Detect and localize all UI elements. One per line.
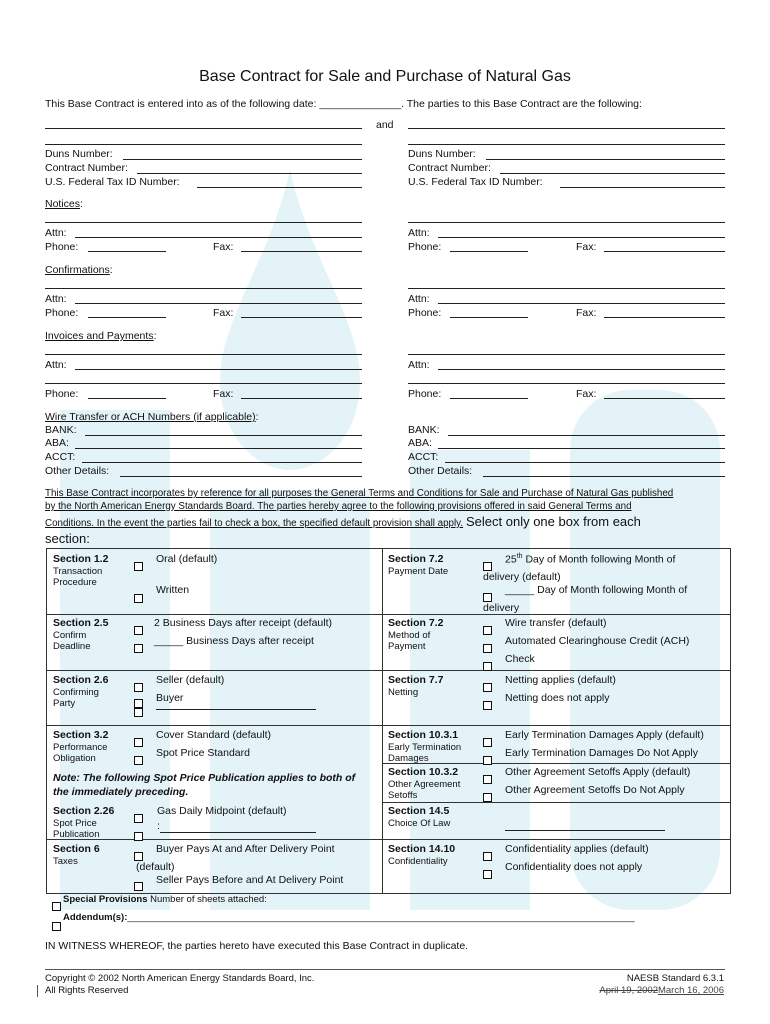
sec-6-sub: Taxes <box>53 856 78 867</box>
wire-left-other: Other Details: <box>45 465 110 477</box>
inv-right-attn: Attn: <box>408 359 430 371</box>
sec-3-2-opt1: Cover Standard (default) <box>156 729 271 741</box>
conf-left-phone-field[interactable] <box>88 317 166 318</box>
footer-copyright: Copyright © 2002 North American Energy Standards Board, Inc. <box>45 973 315 984</box>
sec-10-3-2-opt2: Other Agreement Setoffs Do Not Apply <box>505 784 685 796</box>
sec-7-2b-sub2: Payment <box>388 641 426 652</box>
inv-right-fax-field[interactable] <box>604 398 725 399</box>
inv-left-fax-field[interactable] <box>241 398 362 399</box>
sec-7-7-sub: Netting <box>388 687 419 698</box>
sec-3-2-sub: Performance <box>53 742 108 753</box>
sec-2-5-sub2: Deadline <box>53 641 91 652</box>
sec-2-26-opt1: Gas Daily Midpoint (default) <box>157 805 287 817</box>
wire-left-acct: ACCT: <box>45 451 76 463</box>
conf-left-attn-field[interactable] <box>75 303 362 304</box>
sec-14-10-sub: Confidentiality <box>388 856 448 867</box>
sec-1-2-oral-label: Oral (default) <box>156 553 218 565</box>
sec-1-2-oral-checkbox[interactable] <box>134 562 143 571</box>
sec-10-3-2-opt1: Other Agreement Setoffs Apply (default) <box>505 766 691 778</box>
inv-left-phone-field[interactable] <box>88 398 166 399</box>
sec-2-6-sub: Confirming <box>53 687 99 698</box>
wire-left-bank-field[interactable] <box>85 435 362 436</box>
sec-14-5-title: Section 14.5 <box>388 805 450 817</box>
sec-10-3-1-opt1: Early Termination Damages Apply (default) <box>505 729 704 741</box>
left-contract-field[interactable] <box>137 173 362 174</box>
sec-7-2b-title: Section 7.2 <box>388 617 444 629</box>
sec-10-3-2-not-checkbox[interactable] <box>483 793 492 802</box>
sec-2-6-buyer-checkbox[interactable] <box>134 699 143 708</box>
sec-2-6-title: Section 2.6 <box>53 674 109 686</box>
sec-6-opt1: Buyer Pays At and After Delivery Point <box>156 843 335 855</box>
left-duns-field[interactable] <box>123 159 362 160</box>
sec-6-opt1-cont: (default) <box>136 861 175 873</box>
conf-right-phone-field[interactable] <box>450 317 528 318</box>
sec-2-26-sub: Spot Price <box>53 818 97 829</box>
wire-left-bank: BANK: <box>45 424 77 436</box>
sec-1-2-written-checkbox[interactable] <box>134 594 143 603</box>
sec-2-5-default-checkbox[interactable] <box>134 626 143 635</box>
sec-14-10-applies-checkbox[interactable] <box>483 852 492 861</box>
inv-right-attn-field[interactable] <box>438 369 725 370</box>
sec-14-10-opt2: Confidentiality does not apply <box>505 861 643 873</box>
sec-10-3-1-sub2: Damages <box>388 753 429 764</box>
right-duns-field[interactable] <box>486 159 725 160</box>
right-tax-field[interactable] <box>560 187 725 188</box>
left-contract-label: Contract Number: <box>45 162 128 174</box>
sec-10-3-2-apply-checkbox[interactable] <box>483 775 492 784</box>
notices-left-fax-field[interactable] <box>241 251 362 252</box>
sec-7-2b-opt3: Check <box>505 653 535 665</box>
sec-10-3-2-sub: Other Agreement <box>388 779 461 790</box>
sec-7-2a-opt1: 25th Day of Month following Month of <box>505 553 676 566</box>
sec-14-5-field[interactable] <box>505 830 665 831</box>
sec-2-26-gasdaily-checkbox[interactable] <box>134 814 143 823</box>
sec-7-7-not-checkbox[interactable] <box>483 701 492 710</box>
sec-2-5-custom-checkbox[interactable] <box>134 644 143 653</box>
inv-right-fax: Fax: <box>576 388 597 400</box>
notices-right-phone-field[interactable] <box>450 251 528 252</box>
sec-7-2b-check-checkbox[interactable] <box>483 662 492 671</box>
incorporation-line-1: This Base Contract incorporates by reference for all purposes the General Terms and Conditions for Sale and Purchase of Natural Gas published <box>45 488 674 499</box>
sec-1-2-title: Section 1.2 <box>53 553 109 565</box>
sec-7-2b-opt2: Automated Clearinghouse Credit (ACH) <box>505 635 690 647</box>
sec-1-2-sub: Transaction <box>53 566 103 577</box>
conf-left-fax-field[interactable] <box>241 317 362 318</box>
sec-2-6-sub2: Party <box>53 698 76 709</box>
sec-1-2-sub2: Procedure <box>53 577 97 588</box>
sec-7-2b-ach-checkbox[interactable] <box>483 644 492 653</box>
inv-right-phone-field[interactable] <box>450 398 528 399</box>
wire-left-aba: ABA: <box>45 437 69 449</box>
sec-2-26-sub2: Publication <box>53 829 100 840</box>
wire-right-other: Other Details: <box>408 465 473 477</box>
conf-left-phone: Phone: <box>45 307 79 319</box>
sec-2-26-other-field[interactable] <box>160 832 316 833</box>
conf-left-attn: Attn: <box>45 293 67 305</box>
left-tax-label: U.S. Federal Tax ID Number: <box>45 176 180 188</box>
sec-10-3-2-title: Section 10.3.2 <box>388 766 459 778</box>
sec-2-6-seller-checkbox[interactable] <box>134 683 143 692</box>
sec-14-10-not-checkbox[interactable] <box>483 870 492 879</box>
sec-2-26-title: Section 2.26 <box>53 805 115 817</box>
sec-10-3-1-opt2: Early Termination Damages Do Not Apply <box>505 747 698 759</box>
confirmations-heading: Confirmations: <box>45 264 113 276</box>
sec-3-2-sub2: Obligation <box>53 753 96 764</box>
sec-2-26-other-checkbox[interactable] <box>134 832 143 841</box>
sec-7-2a-opt2-cont: delivery <box>483 602 520 614</box>
wire-right-bank-field[interactable] <box>448 435 725 436</box>
notices-right-attn-field[interactable] <box>438 237 725 238</box>
conf-right-attn-field[interactable] <box>438 303 725 304</box>
wire-left-other-field[interactable] <box>120 476 362 477</box>
sec-14-5-sub: Choice Of Law <box>388 818 451 829</box>
sec-14-10-title: Section 14.10 <box>388 843 456 855</box>
wire-right-acct: ACCT: <box>408 451 439 463</box>
conf-right-attn: Attn: <box>408 293 430 305</box>
witness-statement: IN WITNESS WHEREOF, the parties hereto have executed this Base Contract in duplicate. <box>45 940 469 952</box>
sec-6-opt2: Seller Pays Before and At Delivery Point <box>156 874 344 886</box>
wire-right-aba: ABA: <box>408 437 432 449</box>
right-contract-label: Contract Number: <box>408 162 491 174</box>
wire-left-aba-field[interactable] <box>75 448 362 449</box>
sec-10-3-2-sub2: Setoffs <box>388 790 418 801</box>
spot-price-note: Note: The following Spot Price Publication applies to both of the immediately preceding. <box>53 772 356 798</box>
wire-right-bank: BANK: <box>408 424 440 436</box>
incorporation-line-3: Conditions. In the event the parties fail to check a box, the specified default provision shall apply. Select only one box from each <box>45 514 641 529</box>
wire-right-aba-field[interactable] <box>438 448 725 449</box>
notices-left-phone-field[interactable] <box>88 251 166 252</box>
special-provisions-checkbox[interactable] <box>52 902 61 911</box>
incorporation-line-2: by the North American Energy Standards Board. The parties hereby agree to the following provisions offered in said General Terms and <box>45 501 632 512</box>
sec-3-2-cover-checkbox[interactable] <box>134 738 143 747</box>
conf-left-fax: Fax: <box>213 307 234 319</box>
and-label: and <box>376 119 394 131</box>
sec-10-3-1-sub: Early Termination <box>388 742 462 753</box>
sec-2-6-opt2: Buyer <box>156 692 184 704</box>
sec-7-2a-sub: Payment Date <box>388 566 449 577</box>
notices-left-attn-field[interactable] <box>75 237 362 238</box>
notices-right-phone: Phone: <box>408 241 442 253</box>
right-tax-label: U.S. Federal Tax ID Number: <box>408 176 543 188</box>
inv-left-fax: Fax: <box>213 388 234 400</box>
sec-7-2b-wire-checkbox[interactable] <box>483 626 492 635</box>
sec-6-seller-checkbox[interactable] <box>134 882 143 891</box>
sec-2-5-title: Section 2.5 <box>53 617 109 629</box>
sec-10-3-1-title: Section 10.3.1 <box>388 729 459 741</box>
sec-6-buyer-checkbox[interactable] <box>134 852 143 861</box>
left-duns-label: Duns Number: <box>45 148 113 160</box>
notices-left-attn: Attn: <box>45 227 67 239</box>
sec-7-2a-custom-checkbox[interactable] <box>483 593 492 602</box>
sec-14-10-opt1: Confidentiality applies (default) <box>505 843 649 855</box>
inv-right-phone: Phone: <box>408 388 442 400</box>
intro-text: This Base Contract is entered into as of the following date: ______________. The parties to this Base Contract are the following: <box>45 98 642 110</box>
right-contract-field[interactable] <box>500 173 725 174</box>
notices-right-fax: Fax: <box>576 241 597 253</box>
sec-2-26-opt2: : <box>157 820 160 832</box>
conf-right-fax: Fax: <box>576 307 597 319</box>
sec-3-2-opt2: Spot Price Standard <box>156 747 250 759</box>
notices-heading: Notices: <box>45 198 83 210</box>
wire-left-acct-field[interactable] <box>82 462 362 463</box>
sec-7-2a-opt2: _____ Day of Month following Month of <box>505 584 688 596</box>
sec-2-5-opt2: _____ Business Days after receipt <box>154 635 314 647</box>
conf-right-fax-field[interactable] <box>604 317 725 318</box>
sec-7-7-title: Section 7.7 <box>388 674 444 686</box>
inv-left-attn: Attn: <box>45 359 67 371</box>
footer-date: April 19, 2002March 16, 2006 <box>599 985 724 996</box>
sec-7-2b-opt1: Wire transfer (default) <box>505 617 607 629</box>
inv-left-phone: Phone: <box>45 388 79 400</box>
sec-2-6-buyer-checkbox-2[interactable] <box>134 708 143 717</box>
addendum-label: Addendum(s):________________________________________________________________________________________________ <box>63 912 635 923</box>
sec-7-2a-title: Section 7.2 <box>388 553 444 565</box>
right-duns-label: Duns Number: <box>408 148 476 160</box>
sec-7-2b-sub: Method of <box>388 630 431 641</box>
sec-6-title: Section 6 <box>53 843 100 855</box>
footer-rights: All Rights Reserved <box>45 985 129 996</box>
sec-7-7-opt2: Netting does not apply <box>505 692 610 704</box>
conf-right-phone: Phone: <box>408 307 442 319</box>
left-tax-field[interactable] <box>197 187 362 188</box>
wire-right-other-field[interactable] <box>483 476 725 477</box>
addendum-checkbox[interactable] <box>52 922 61 931</box>
page-title: Base Contract for Sale and Purchase of Natural Gas <box>199 68 571 85</box>
sec-7-7-applies-checkbox[interactable] <box>483 683 492 692</box>
notices-right-attn: Attn: <box>408 227 430 239</box>
sec-7-2a-opt1-cont: delivery (default) <box>483 571 561 583</box>
notices-left-phone: Phone: <box>45 241 79 253</box>
wire-heading: Wire Transfer or ACH Numbers (if applicable): <box>45 411 259 423</box>
sec-7-2a-25th-checkbox[interactable] <box>483 562 492 571</box>
notices-left-fax: Fax: <box>213 241 234 253</box>
notices-right-fax-field[interactable] <box>604 251 725 252</box>
sec-10-3-1-apply-checkbox[interactable] <box>483 738 492 747</box>
sec-7-7-opt1: Netting applies (default) <box>505 674 616 686</box>
footer-standard: NAESB Standard 6.3.1 <box>626 973 724 984</box>
sec-2-6-opt1: Seller (default) <box>156 674 225 686</box>
inv-left-attn-field[interactable] <box>75 369 362 370</box>
sec-1-2-written-label: Written <box>156 584 190 596</box>
sec-2-5-sub: Confirm <box>53 630 87 641</box>
wire-right-acct-field[interactable] <box>445 462 725 463</box>
sec-10-3-1-not-checkbox[interactable] <box>483 756 492 765</box>
sec-3-2-spot-checkbox[interactable] <box>134 756 143 765</box>
sec-3-2-title: Section 3.2 <box>53 729 109 741</box>
sec-2-5-opt1: 2 Business Days after receipt (default) <box>154 617 332 629</box>
invoices-heading: Invoices and Payments: <box>45 330 157 342</box>
select-instruction-cont: section: <box>45 531 90 546</box>
special-provisions-label: Special Provisions Number of sheets attached: <box>63 894 267 905</box>
